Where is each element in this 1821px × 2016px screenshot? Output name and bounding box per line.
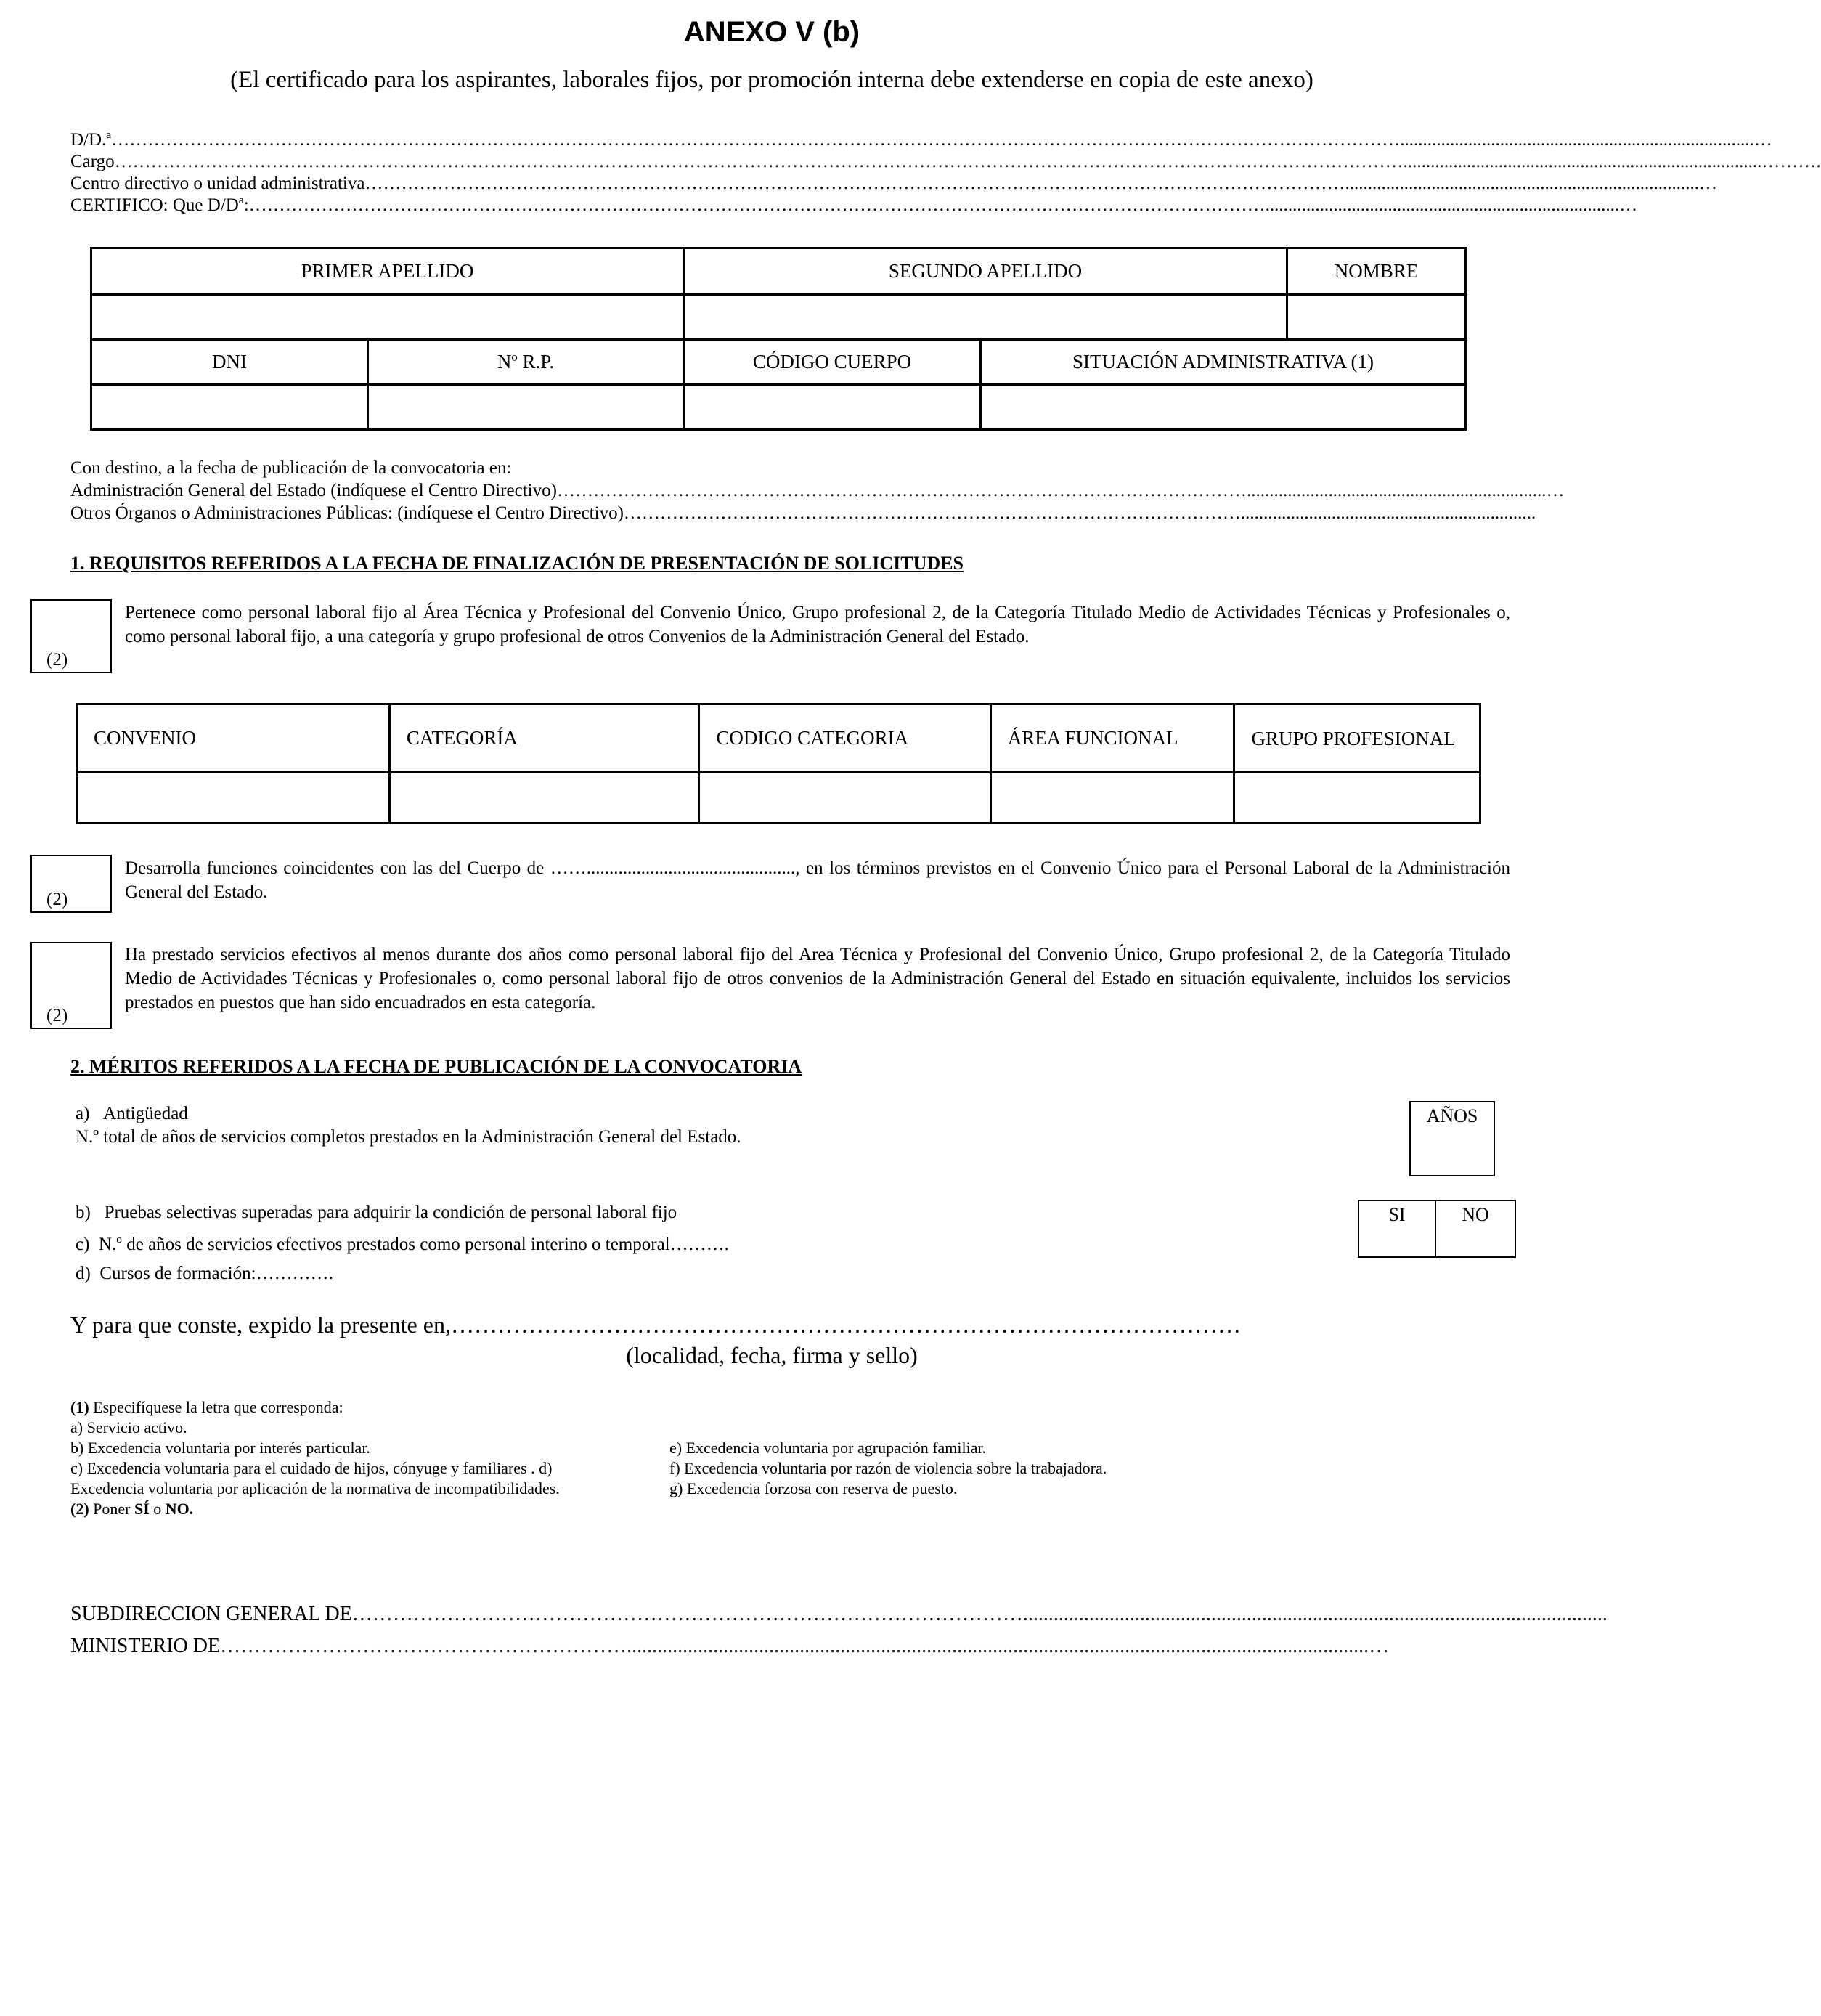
merit-a-text: N.º total de años de servicios completos prestados en la Administración General del Estado.: [76, 1127, 741, 1147]
note-a: a) Servicio activo.: [70, 1418, 187, 1436]
requirement-2-part-b: , en los términos previstos en el Convenio Único para el Personal Laboral de la Administración General del Estado.: [125, 858, 1510, 902]
merit-c-text: N.º de años de servicios efectivos prestados como personal interino o temporal……….: [98, 1235, 729, 1254]
note-c: c) Excedencia voluntaria para el cuidado de hijos, cónyuge y familiares . d): [70, 1459, 553, 1477]
note-1-text: Especifíquese la letra que corresponda:: [89, 1398, 343, 1416]
ministerio-dots: ……………………………………………………..................................................................................................................................................…: [220, 1635, 1390, 1657]
subdireccion-dots: ………………………………………………………………………………………...................................................................................................................: [351, 1603, 1608, 1625]
merit-b: [76, 1203, 677, 1223]
field-centro-label: Centro directivo o unidad administrativa: [70, 174, 365, 193]
anos-label: AÑOS: [1426, 1105, 1478, 1126]
merit-a-title-text: Antigüedad: [103, 1104, 188, 1123]
merit-a-label: a): [76, 1104, 90, 1123]
input-area-funcional[interactable]: [990, 773, 1234, 824]
field-dd-label: D/D.ª: [70, 130, 112, 150]
field-certifico-dots: ……………………………………………………………………………………………………………………………………………………..............................................................................…: [248, 195, 1638, 215]
section-2-heading: 2. MÉRITOS REFERIDOS A LA FECHA DE PUBLICACIÓN DE LA CONVOCATORIA: [70, 1056, 802, 1077]
destino-age-label: Administración General del Estado (indíquese el Centro Directivo): [70, 481, 557, 500]
note-2-mark: (2): [70, 1500, 89, 1518]
input-segundo-apellido[interactable]: [684, 295, 1287, 340]
requirement-2-cuerpo-dots[interactable]: ……..............................................: [550, 858, 796, 878]
requirement-3-text: Ha prestado servicios efectivos al menos durante dos años como personal laboral fijo del Area Técnica y Profesional del Convenio Único, Grupo profesional 2, de la Categoría Titulado Medio de Actividades Técnicas y Profesionales o, como personal laboral fijo de otros convenios de la Administración General del Estado en situación equivalente, incluidos los servicios prestados en puestos que han sido encuadrados en esta categoría.: [125, 945, 1510, 1012]
note-e: e) Excedencia voluntaria por agrupación familiar.: [669, 1439, 987, 1457]
no-label: NO: [1462, 1204, 1489, 1225]
note-f: f) Excedencia voluntaria por razón de violencia sobre la trabajadora.: [669, 1459, 1107, 1477]
merit-c-label: c): [76, 1235, 90, 1254]
note-2-o: o: [149, 1500, 166, 1518]
convenio-table: [76, 703, 1481, 824]
header-codigo-cuerpo: CÓDIGO CUERPO: [684, 340, 981, 385]
merit-d-text: Cursos de formación:………….: [99, 1264, 333, 1283]
header-nombre: NOMBRE: [1287, 248, 1466, 295]
note-g: g) Excedencia forzosa con reserva de puesto.: [669, 1479, 958, 1497]
header-segundo-apellido: SEGUNDO APELLIDO: [684, 248, 1287, 295]
personal-data-table: [90, 247, 1467, 431]
input-dni[interactable]: [91, 385, 368, 430]
destino-intro: Con destino, a la fecha de publicación de la convocatoria en:: [70, 458, 512, 478]
destino-age-dots: ……………………………………………………………………………………………………..................................................................…: [556, 481, 1565, 500]
checkbox-req-1-note: (2): [46, 650, 68, 670]
input-nombre[interactable]: [1287, 295, 1466, 340]
field-centro-dots: ………………………………………………………………………………………………………………………………………………..............................................................................…: [364, 174, 1717, 193]
requirement-1-text: Pertenece como personal laboral fijo al Área Técnica y Profesional del Convenio Único, Grupo profesional 2, de la Categoría Titulado Medio de Actividades Técnicas y Profesionales o, como personal laboral fijo, a una categoría y grupo profesional de otros Convenios de la Administración General del Estado.: [125, 603, 1510, 646]
note-2-si: SÍ: [134, 1500, 150, 1518]
input-nrp[interactable]: [368, 385, 684, 430]
input-grupo-profesional[interactable]: [1234, 773, 1480, 824]
input-primer-apellido[interactable]: [91, 295, 684, 340]
input-situacion-administrativa[interactable]: [981, 385, 1466, 430]
note-b: b) Excedencia voluntaria por interés particular.: [70, 1439, 370, 1457]
document-subtitle: (El certificado para los aspirantes, laborales fijos, por promoción interna debe extenderse en copia de este anexo): [230, 67, 1313, 93]
field-cargo[interactable]: [70, 151, 1821, 173]
header-categoria: CATEGORÍA: [389, 704, 698, 773]
checkbox-req-1[interactable]: [30, 599, 112, 673]
input-codigo-categoria[interactable]: [699, 773, 990, 824]
requirement-2-text: [125, 856, 1510, 904]
header-primer-apellido: PRIMER APELLIDO: [91, 248, 684, 295]
closing-dots: …………………………………………………………………………………………: [450, 1312, 1241, 1338]
destino-otros-label: Otros Órganos o Administraciones Públicas: (indíquese el Centro Directivo): [70, 503, 624, 523]
si-option[interactable]: [1359, 1201, 1436, 1256]
note-1-header: [70, 1397, 343, 1418]
note-2-text: Poner: [89, 1500, 134, 1518]
checkbox-req-3-note: (2): [46, 1006, 68, 1025]
section-1-heading: 1. REQUISITOS REFERIDOS A LA FECHA DE FINALIZACIÓN DE PRESENTACIÓN DE SOLICITUDES: [70, 553, 964, 574]
closing-statement[interactable]: [70, 1312, 1241, 1338]
merit-c[interactable]: [76, 1235, 729, 1255]
field-centro[interactable]: [70, 173, 1717, 195]
note-1-mark: (1): [70, 1398, 89, 1416]
requirement-2-part-a: Desarrolla funciones coincidentes con las del Cuerpo de: [125, 858, 550, 878]
merit-a-title: [76, 1104, 188, 1124]
subdireccion-label: SUBDIRECCION GENERAL DE: [70, 1603, 352, 1625]
ministerio-label: MINISTERIO DE: [70, 1635, 221, 1657]
merit-b-label: b): [76, 1203, 91, 1222]
input-convenio[interactable]: [77, 773, 390, 824]
si-label: SI: [1388, 1204, 1406, 1225]
field-destino-age[interactable]: [70, 480, 1565, 502]
note-2-no: NO.: [165, 1500, 194, 1518]
note-2: [70, 1499, 193, 1519]
field-cargo-label: Cargo: [70, 152, 115, 171]
header-grupo-profesional: GRUPO PROFESIONAL: [1234, 704, 1480, 773]
merit-d[interactable]: [76, 1264, 333, 1284]
header-situacion-administrativa: SITUACIÓN ADMINISTRATIVA (1): [981, 340, 1466, 385]
closing-text: Y para que conste, expido la presente en,: [70, 1312, 451, 1338]
field-dd[interactable]: [70, 129, 1772, 151]
field-cargo-dots: ……………………………………………………………………………………………………………………………………………………………………………………………...............................................................................……….: [114, 152, 1821, 171]
merit-b-text: Pruebas selectivas superadas para adquirir la condición de personal laboral fijo: [104, 1203, 677, 1222]
destino-otros-dots: ………………………………………………………………………………………….................................................................: [623, 503, 1536, 523]
field-certifico-label: CERTIFICO: Que D/Dª:: [70, 195, 249, 215]
checkbox-req-3[interactable]: [30, 942, 112, 1029]
anos-box[interactable]: [1409, 1101, 1495, 1176]
input-categoria[interactable]: [389, 773, 698, 824]
header-nrp: Nº R.P.: [368, 340, 684, 385]
field-ministerio[interactable]: [70, 1634, 1472, 1659]
input-codigo-cuerpo[interactable]: [684, 385, 981, 430]
document-title: ANEXO V (b): [683, 16, 860, 48]
merit-d-label: d): [76, 1264, 91, 1283]
no-option[interactable]: [1436, 1201, 1515, 1256]
si-no-box: [1358, 1200, 1516, 1258]
header-dni: DNI: [91, 340, 368, 385]
closing-subtext: (localidad, fecha, firma y sello): [626, 1342, 918, 1368]
field-certifico[interactable]: [70, 195, 1638, 216]
checkbox-req-2-note: (2): [46, 890, 68, 909]
header-area-funcional: ÁREA FUNCIONAL: [990, 704, 1234, 773]
field-dd-dots: ……………………………………………………………………………………………………………………………………………………………………………………………..............................................................................…: [111, 130, 1772, 150]
header-convenio: CONVENIO: [77, 704, 390, 773]
field-subdireccion[interactable]: [70, 1602, 1608, 1627]
checkbox-req-2[interactable]: [30, 855, 112, 913]
field-destino-otros[interactable]: [70, 503, 1536, 524]
note-c2: Excedencia voluntaria por aplicación de la normativa de incompatibilidades.: [70, 1479, 560, 1497]
header-codigo-categoria: CODIGO CATEGORIA: [699, 704, 990, 773]
